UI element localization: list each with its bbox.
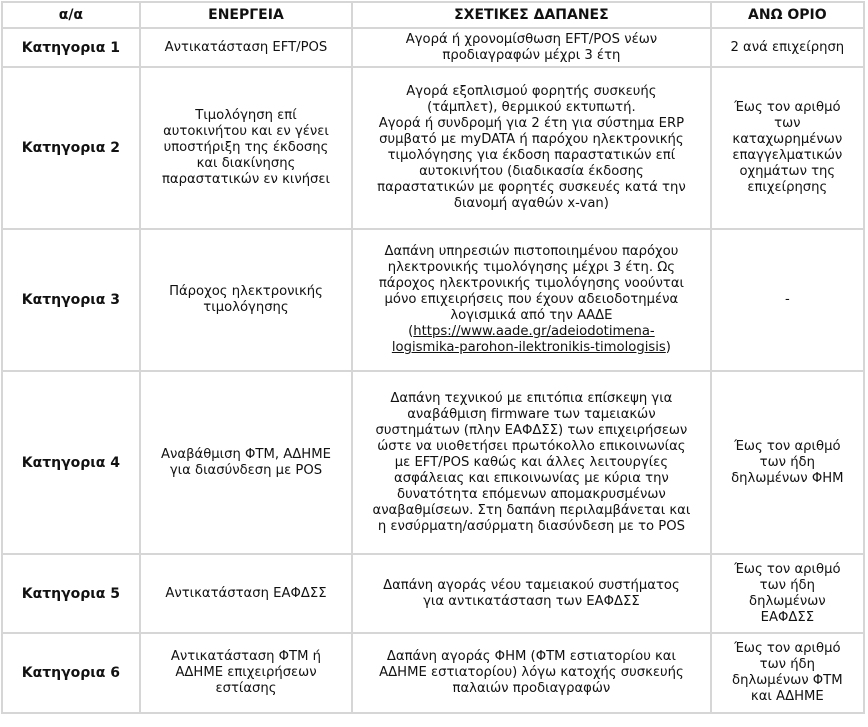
- category-cell: Κατηγορια 6: [2, 633, 140, 713]
- text-line: Αγορά ή συνδρομή για 2 έτη για σύστημα ERP: [378, 116, 685, 131]
- text-line: διανομή αγαθών x-van): [453, 196, 609, 211]
- text-line: επιχείρησης: [747, 180, 828, 195]
- text-line: Αναβάθμιση ΦΤΜ, ΑΔΗΜΕ: [161, 446, 331, 462]
- limit-cell: [711, 229, 864, 371]
- text-line: τιμολόγησης: [203, 300, 289, 315]
- action-cell: [140, 633, 352, 713]
- aade-licensed-software-link[interactable]: https://www.aade.gr/adeiodotimena-: [413, 324, 655, 339]
- expenses-cell: [352, 67, 710, 229]
- text-line: προδιαγραφών μέχρι 3 έτη: [442, 47, 621, 63]
- expenses-table: [1, 1, 865, 714]
- text-line: Έως τον αριθμό: [734, 438, 841, 454]
- limit-cell: [711, 67, 864, 229]
- limit-cell: [711, 28, 864, 67]
- text-line: των ήδη: [759, 657, 815, 672]
- header-expenses: ΣΧΕΤΙΚΕΣ ΔΑΠΑΝΕΣ: [352, 2, 710, 28]
- table-row: [2, 28, 864, 67]
- action-cell: [140, 371, 352, 554]
- document-page: [1, 1, 865, 714]
- text-line: Αντικατάσταση EFT/POS: [164, 39, 328, 55]
- table-header-row: [2, 2, 864, 28]
- text-line: Αγορά εξοπλισμού φορητής συσκευής: [406, 84, 657, 99]
- text-line: αυτοκινήτου (διαδικασία έκδοσης: [419, 164, 644, 179]
- header-upper-limit: ΑΝΩ ΟΡΙΟ: [711, 2, 864, 28]
- table-row: [2, 633, 864, 713]
- category-cell: Κατηγορια 4: [2, 371, 140, 554]
- expenses-cell: [352, 28, 710, 67]
- text-line: και διακίνησης: [196, 156, 296, 171]
- text-line: Έως τον αριθμό: [734, 561, 841, 577]
- text-line: ΑΔΗΜΕ εστιατορίου) λόγω κατοχής συσκευής: [379, 665, 684, 680]
- text-line: Αγορά ή χρονομίσθωση EFT/POS νέων: [405, 31, 658, 47]
- text-line: η ενσύρματη/ασύρματη διασύνδεση με το POS: [377, 518, 685, 534]
- text-line: των ήδη: [759, 454, 815, 470]
- text-line: δηλωμένων ΦΗΜ: [731, 470, 844, 486]
- text-line: δηλωμένων ΦΤΜ: [732, 673, 843, 688]
- text-line: πάροχος ηλεκτρονικής τιμολόγησης νοούνται: [378, 276, 684, 291]
- category-cell: Κατηγορια 2: [2, 67, 140, 229]
- text-line: -: [784, 292, 790, 307]
- text-line: συστημάτων (πλην ΕΑΦΔΣΣ) των επιχειρήσεων: [375, 422, 688, 438]
- text-line: Τιμολόγηση επί: [195, 108, 297, 123]
- text-line: οχημάτων της: [739, 164, 836, 179]
- table-row: [2, 67, 864, 229]
- text-line: υποστήριξη της έκδοσης: [163, 140, 329, 155]
- text-line: των: [774, 116, 801, 131]
- text-line: ασφάλειας και επικοινωνίας με κύρια την: [394, 470, 669, 486]
- text-line: καταχωρημένων: [732, 132, 843, 147]
- text-line: ΑΔΗΜΕ επιχειρήσεων: [175, 665, 317, 680]
- text-line: παλαιών προδιαγραφών: [452, 681, 611, 696]
- expenses-cell: [352, 554, 710, 633]
- expenses-cell: [352, 229, 710, 371]
- text-line: μόνο επιχειρήσεις που έχουν αδειοδοτημένα: [384, 292, 679, 307]
- text-line: (τάμπλετ), θερμικού εκτυπωτή.: [427, 100, 636, 115]
- action-cell: [140, 67, 352, 229]
- text-line: των ήδη: [759, 577, 815, 593]
- text-line: λογισμικά από την ΑΑΔΕ: [450, 308, 613, 323]
- expenses-cell: [352, 371, 710, 554]
- text-line: αναβαθμίσεων. Στη δαπάνη περιλαμβάνεται και: [372, 502, 691, 518]
- text-line: Δαπάνη αγοράς νέου ταμειακού συστήματος: [383, 577, 680, 593]
- text-line: με EFT/POS καθώς και άλλες λειτουργίες: [394, 454, 669, 470]
- expenses-cell: [352, 633, 710, 713]
- text-line: Έως τον αριθμό: [734, 100, 841, 115]
- text-line: αναβάθμιση firmware των ταμειακών: [407, 406, 656, 422]
- text-line: ΕΑΦΔΣΣ: [760, 609, 815, 625]
- action-cell: [140, 554, 352, 633]
- text-line: για αντικατάσταση των ΕΑΦΔΣΣ: [423, 593, 640, 609]
- action-cell: [140, 229, 352, 371]
- text-line: δυνατότητα επόμενων απομακρυσμένων: [397, 486, 666, 502]
- limit-cell: [711, 554, 864, 633]
- category-cell: Κατηγορια 5: [2, 554, 140, 633]
- paren-open: (: [408, 324, 414, 339]
- paren-close: ): [665, 340, 671, 355]
- text-line: αυτοκινήτου και εν γένει: [163, 124, 329, 139]
- text-line: δηλωμένων: [749, 593, 826, 609]
- header-index: α/α: [2, 2, 140, 28]
- action-cell: [140, 28, 352, 67]
- text-line: Αντικατάσταση ΕΑΦΔΣΣ: [165, 585, 327, 601]
- text-line: επαγγελματικών: [732, 148, 843, 163]
- category-cell: Κατηγορια 3: [2, 229, 140, 371]
- limit-cell: [711, 633, 864, 713]
- header-action: ΕΝΕΡΓΕΙΑ: [140, 2, 352, 28]
- text-line: συμβατό με myDATA ή παρόχου ηλεκτρονικής: [379, 132, 684, 147]
- link-line: [357, 324, 705, 340]
- text-line: Δαπάνη υπηρεσιών πιστοποιημένου παρόχου: [384, 244, 679, 259]
- text-line: και ΑΔΗΜΕ: [750, 689, 824, 704]
- text-line: εστίασης: [215, 681, 277, 696]
- text-line: παραστατικών με φορητές συσκευές κατά την: [377, 180, 686, 195]
- text-line: ηλεκτρονικής τιμολόγησης μέχρι 3 έτη. Ως: [387, 260, 676, 275]
- aade-licensed-software-link-cont[interactable]: logismika-parohon-ilektronikis-timologisis: [391, 340, 666, 355]
- text-line: Έως τον αριθμό: [734, 641, 841, 656]
- text-line: Πάροχος ηλεκτρονικής: [169, 284, 323, 299]
- link-line: [357, 340, 705, 356]
- category-cell: Κατηγορια 1: [2, 28, 140, 67]
- text-line: Δαπάνη τεχνικού με επιτόπια επίσκεψη για: [390, 390, 673, 406]
- text-line: Δαπάνη αγοράς ΦΗΜ (ΦΤΜ εστιατορίου και: [386, 649, 676, 664]
- text-line: για διασύνδεση με POS: [169, 462, 323, 478]
- table-row: [2, 554, 864, 633]
- text-line: παραστατικών εν κινήσει: [161, 172, 330, 187]
- table-row: [2, 229, 864, 371]
- text-line: ώστε να υιοθετήσει πρωτόκολλο επικοινωνίας: [377, 438, 686, 454]
- table-row: [2, 371, 864, 554]
- limit-cell: [711, 371, 864, 554]
- text-line: τιμολόγησης για έκδοση παραστατικών επί: [387, 148, 676, 163]
- text-line: Αντικατάσταση ΦΤΜ ή: [170, 649, 322, 664]
- text-line: 2 ανά επιχείρηση: [730, 39, 845, 55]
